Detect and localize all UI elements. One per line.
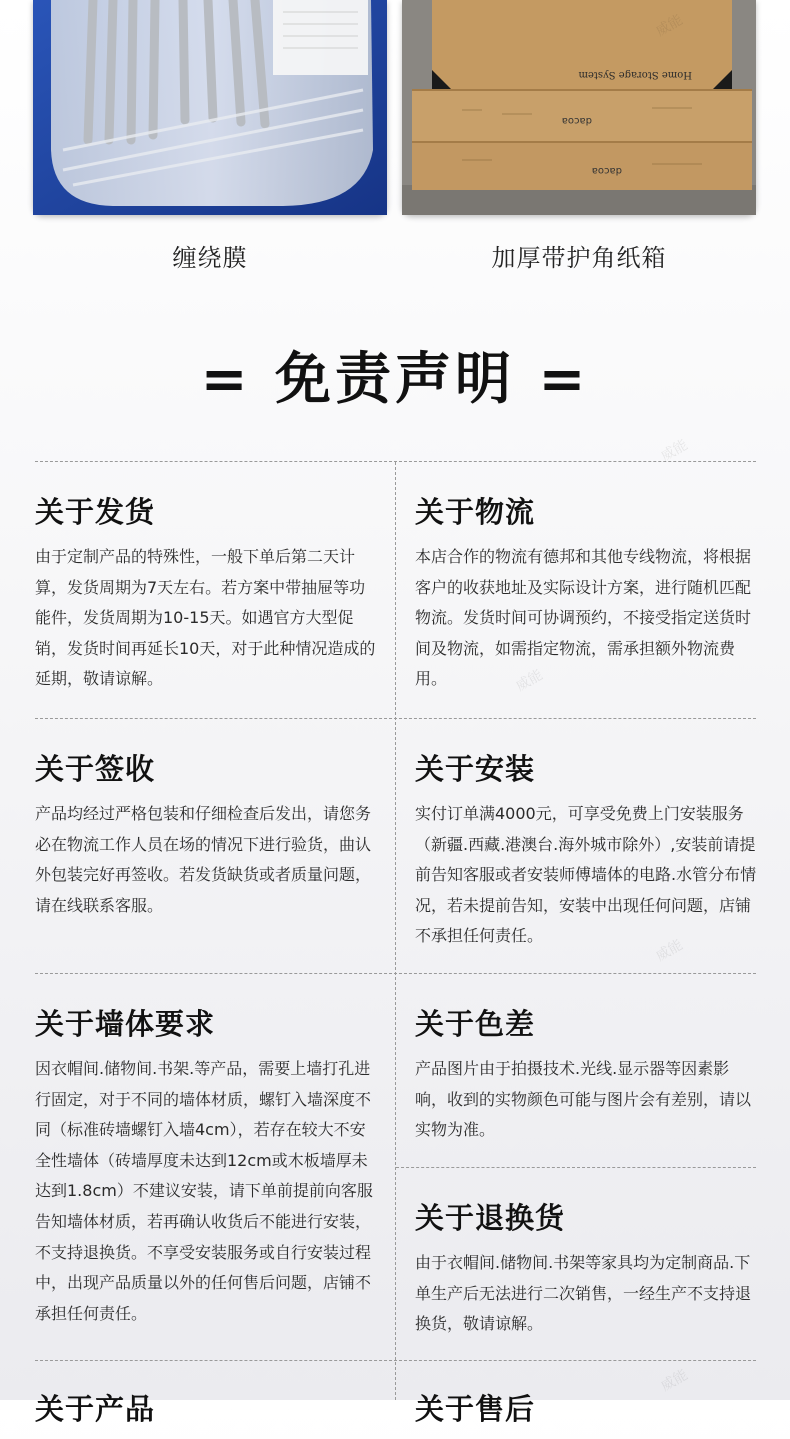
section-body: 由于定制产品的特殊性，一般下单后第二天计算，发货周期为7天左右。若方案中带抽屉等功能件，发货周期为10-15天。如遇官方大型促销，发货时间再延长10天，对于此种情况造成的延期，敬请谅解。 [35, 547, 376, 689]
section-aftersales [415, 1389, 760, 1439]
section-wall [35, 1004, 380, 1329]
carton-box-caption: 加厚带护角纸箱 [491, 244, 667, 272]
section-heading: 关于签收 [35, 752, 156, 786]
vertical-divider [395, 462, 396, 1400]
section-installation [415, 749, 765, 952]
watermark: 威能 [658, 436, 691, 465]
disclaimer-title: = 免责声明 = [200, 347, 590, 412]
photo-row [0, 0, 790, 285]
stretch-film-photo [33, 0, 387, 215]
section-body: 因衣帽间.储物间.书架.等产品，需要上墙打孔进行固定，对于不同的墙体材质，螺钉入墙深度不同（标准砖墙螺钉入墙4cm），若存在较大不安全性墙体（砖墙厚度未达到12cm或木板墙厚未达到1.8cm）不建议安装，请下单前提前向客服告知墙体材质，若再确认收货后不能进行安装，不支持退换货。不享受安装服务或自行安装过程中，出现产品质量以外的任何售后问题，店铺不承担任何责任。 [35, 1059, 373, 1323]
watermark: 威能 [513, 666, 546, 695]
section-body: 产品均经过严格包装和仔细检查后发出，请您务必在物流工作人员在场的情况下进行验货，曲认外包装完好再签收。若发货缺货或者质量问题，请在线联系客服。 [35, 804, 372, 915]
section-heading: 关于安装 [415, 752, 536, 786]
section-body: 由于衣帽间.储物间.书架等家具均为定制商品.下单生产后无法进行二次销售，一经生产不支持退换货，敬请谅解。 [415, 1253, 752, 1334]
section-heading: 关于物流 [415, 495, 536, 529]
box-label-text: Home Storage System [578, 69, 692, 80]
section-returns [415, 1198, 760, 1340]
watermark: 威能 [653, 11, 686, 40]
section-shipping [35, 492, 380, 695]
section-heading: 关于售后 [415, 1392, 536, 1426]
section-body: 实付订单满4000元，可享受免费上门安装服务（新疆.西藏.港澳台.海外城市除外）,安装前请提前告知客服或者安装师傅墙体的电路.水管分布情况，若未提前告知，安装中出现任何问题，店铺不承担任何责任。 [415, 804, 757, 946]
stretch-film-caption: 缠绕膜 [172, 244, 248, 272]
divider-3b [396, 1167, 756, 1168]
section-heading: 关于墙体要求 [35, 1007, 216, 1041]
watermark: 威能 [658, 1366, 691, 1395]
section-heading: 关于发货 [35, 495, 156, 529]
box-brand-text-2: dacoa [591, 165, 622, 176]
section-body: 产品图片由于拍摄技术.光线.显示器等因素影响，收到的实物颜色可能与图片会有差别，请以实物为准。 [415, 1059, 752, 1140]
section-body: 本店合作的物流有德邦和其他专线物流，将根据客户的收获地址及实际设计方案，进行随机匹配物流。发货时间可协调预约，不接受指定送货时间及物流，如需指定物流，需承担额外物流费用。 [415, 547, 752, 689]
section-heading: 关于产品 [35, 1392, 156, 1426]
watermark: 威能 [653, 936, 686, 965]
carton-box-photo [402, 0, 756, 215]
section-product [35, 1389, 380, 1439]
section-logistics [415, 492, 760, 695]
section-heading: 关于退换货 [415, 1201, 566, 1235]
box-brand-text: dacoa [561, 115, 592, 126]
section-receipt [35, 749, 380, 921]
section-heading: 关于色差 [415, 1007, 536, 1041]
section-color [415, 1004, 760, 1146]
